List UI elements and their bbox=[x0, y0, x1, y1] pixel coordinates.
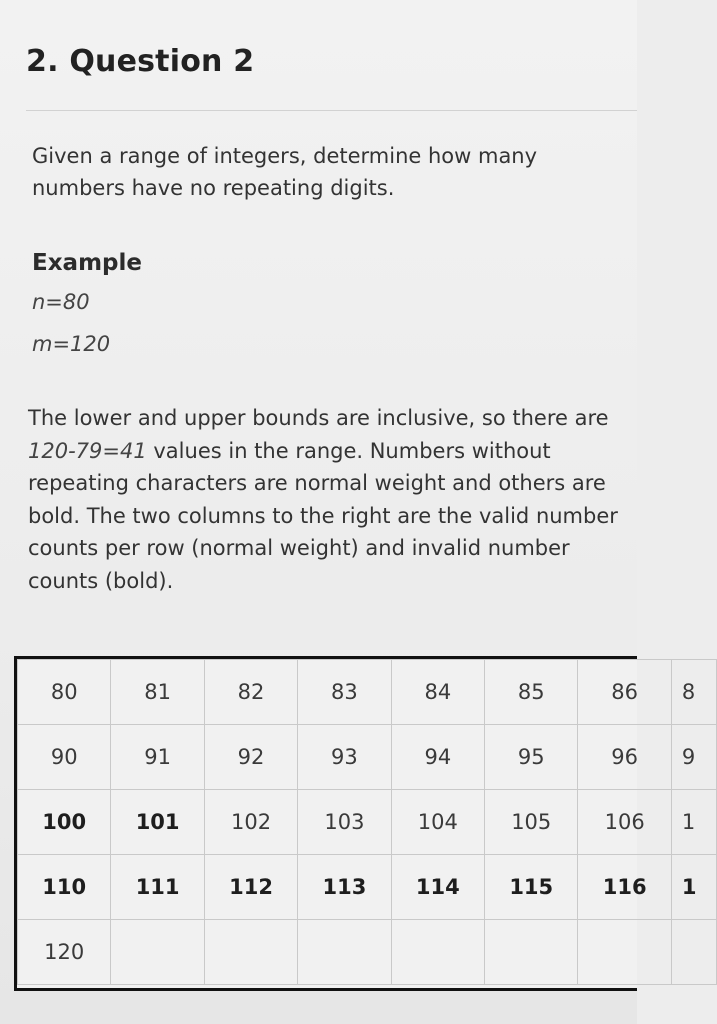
grid-row bbox=[18, 920, 717, 985]
grid-cell bbox=[671, 920, 716, 985]
explanation-expression: 120-79=41 bbox=[28, 438, 147, 463]
grid-cell: 110 bbox=[18, 855, 111, 920]
grid-cell: 116 bbox=[578, 855, 671, 920]
grid-cell: 95 bbox=[485, 725, 578, 790]
grid-row bbox=[18, 855, 717, 920]
example-n: n=80 bbox=[32, 290, 90, 314]
grid-cell: 85 bbox=[485, 660, 578, 725]
grid-cell: 80 bbox=[18, 660, 111, 725]
question-intro: Given a range of integers, determine how many numbers have no repeating digits. bbox=[32, 144, 538, 200]
number-grid bbox=[14, 656, 697, 991]
grid-cell: 81 bbox=[111, 660, 204, 725]
grid-cell: 86 bbox=[578, 660, 671, 725]
question-title: 2. Question 2 bbox=[26, 44, 255, 79]
grid-cell: 82 bbox=[204, 660, 297, 725]
grid-cell bbox=[111, 920, 204, 985]
grid-cell: 120 bbox=[18, 920, 111, 985]
grid-cell: 94 bbox=[391, 725, 484, 790]
grid-cell: 111 bbox=[111, 855, 204, 920]
grid-cell: 9 bbox=[671, 725, 716, 790]
grid-cell: 106 bbox=[578, 790, 671, 855]
grid-cell: 104 bbox=[391, 790, 484, 855]
grid-cell: 92 bbox=[204, 725, 297, 790]
grid-row bbox=[18, 790, 717, 855]
grid-cell: 103 bbox=[298, 790, 391, 855]
grid-cell: 101 bbox=[111, 790, 204, 855]
grid-cell bbox=[204, 920, 297, 985]
grid-cell: 115 bbox=[485, 855, 578, 920]
explanation-part-1: The lower and upper bounds are inclusive, so there are bbox=[28, 406, 609, 430]
grid-cell: 8 bbox=[671, 660, 716, 725]
grid-cell: 84 bbox=[391, 660, 484, 725]
grid-cell bbox=[578, 920, 671, 985]
grid-cell: 93 bbox=[298, 725, 391, 790]
number-grid-table bbox=[17, 659, 717, 985]
grid-cell: 83 bbox=[298, 660, 391, 725]
grid-cell: 96 bbox=[578, 725, 671, 790]
grid-cell: 90 bbox=[18, 725, 111, 790]
example-explanation bbox=[28, 402, 628, 597]
grid-row bbox=[18, 660, 717, 725]
example-m: m=120 bbox=[32, 332, 111, 356]
grid-cell: 91 bbox=[111, 725, 204, 790]
grid-cell bbox=[391, 920, 484, 985]
grid-cell bbox=[485, 920, 578, 985]
grid-cell: 102 bbox=[204, 790, 297, 855]
grid-cell: 1 bbox=[671, 855, 716, 920]
grid-cell: 112 bbox=[204, 855, 297, 920]
grid-cell: 105 bbox=[485, 790, 578, 855]
explanation-part-2: values in the range. Numbers without repeating characters are normal weight and others are bold. The two columns to the right are the valid number counts per row (normal weight) and invalid number counts (bold). bbox=[28, 438, 618, 593]
title-divider bbox=[26, 110, 637, 111]
grid-cell: 114 bbox=[391, 855, 484, 920]
grid-cell: 1 bbox=[671, 790, 716, 855]
grid-row bbox=[18, 725, 717, 790]
grid-cell: 100 bbox=[18, 790, 111, 855]
example-heading: Example bbox=[32, 250, 142, 276]
grid-cell: 113 bbox=[298, 855, 391, 920]
grid-cell bbox=[298, 920, 391, 985]
